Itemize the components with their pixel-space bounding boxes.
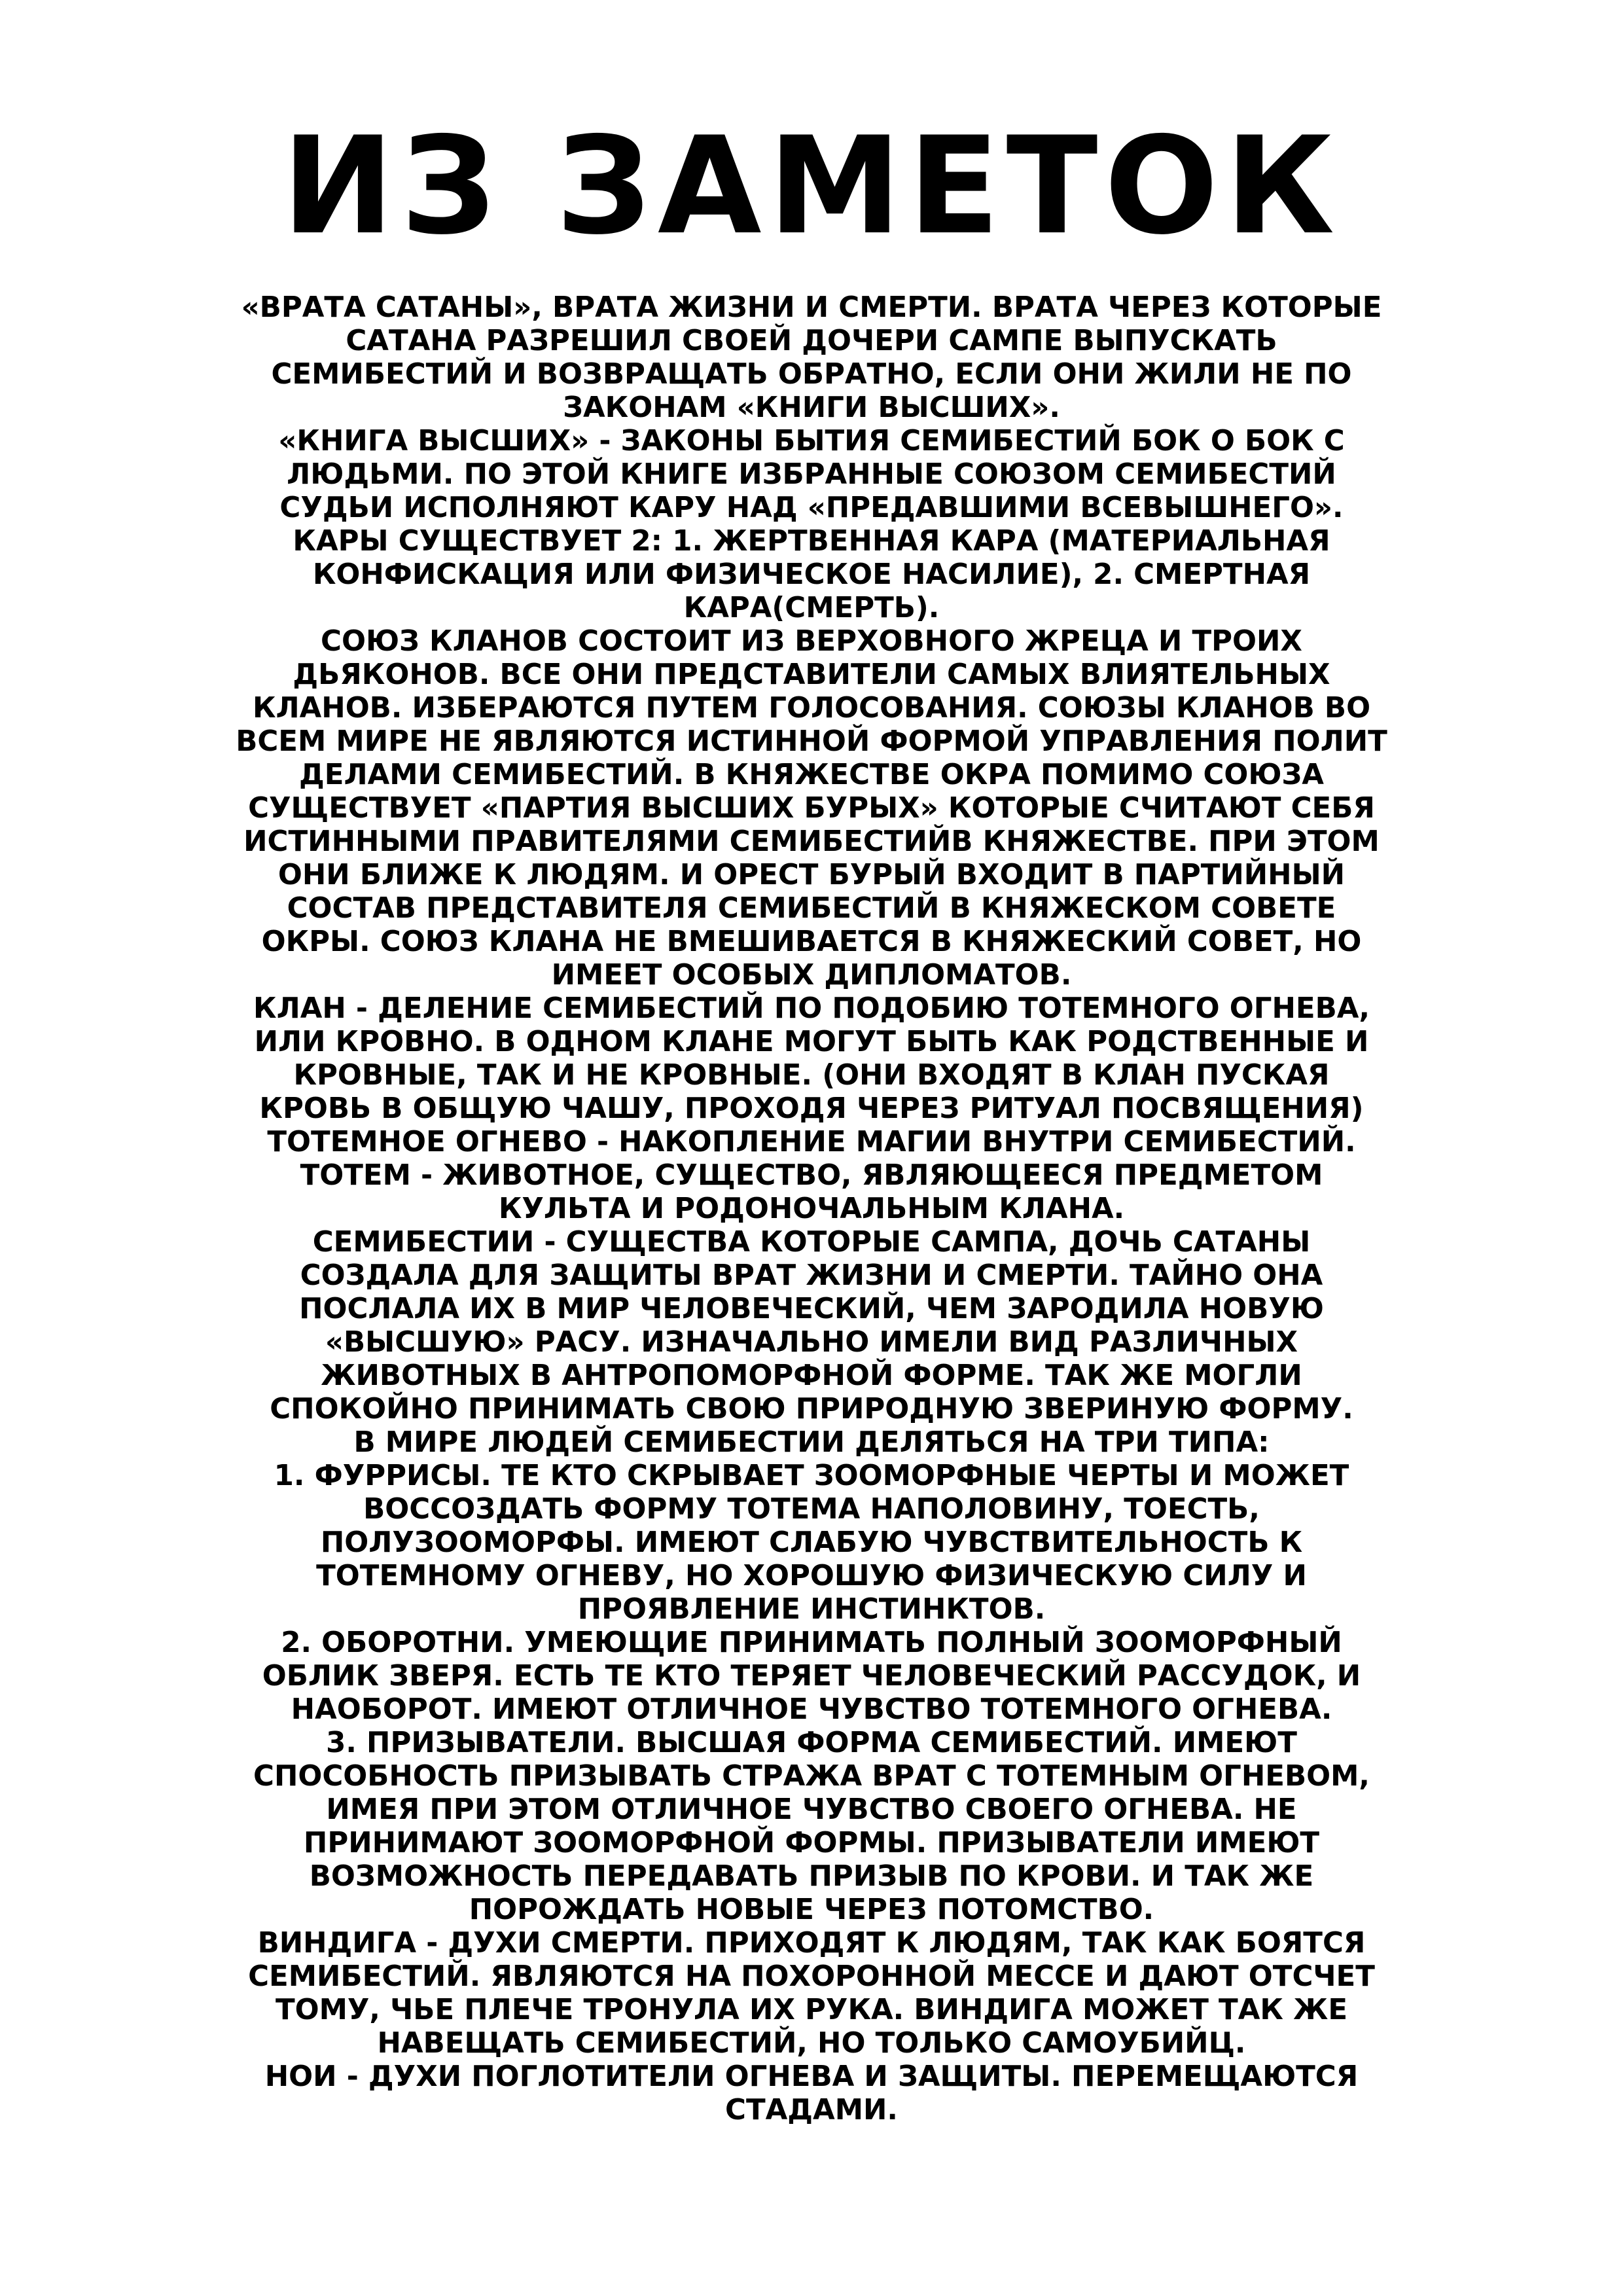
paragraph-totem-fire: ТОТЕМНОЕ ОГНЕВО - НАКОПЛЕНИЕ МАГИИ ВНУТРИ СЕМИБЕСТИЙ. [267, 1126, 1356, 1158]
notes-body [236, 291, 1387, 2127]
paragraph-three-types: В МИРЕ ЛЮДЕЙ СЕМИБЕСТИИ ДЕЛЯТЬСЯ НА ТРИ ТИПА: [353, 1426, 1270, 1459]
paragraph-type-furries: 1. ФУРРИСЫ. ТЕ КТО СКРЫВАЕТ ЗООМОРФНЫЕ ЧЕРТЫ И МОЖЕТ ВОССОЗДАТЬ ФОРМУ ТОТЕМА НАПОЛОВИНУ, ТОЕСТЬ, ПОЛУЗООМОРФЫ. ИМЕЮТ СЛАБУЮ ЧУВСТВИТЕЛЬНОСТЬ К ТОТЕМНОМУ ОГНЕВУ, НО ХОРОШУЮ ФИЗИЧЕСКУЮ СИЛУ И ПРОЯВЛЕНИЕ ИНСТИНКТОВ. [274, 1460, 1349, 1626]
paragraph-book-of-higher: «КНИГА ВЫСШИХ» - ЗАКОНЫ БЫТИЯ СЕМИБЕСТИЙ БОК О БОК С ЛЮДЬМИ. ПО ЭТОЙ КНИГЕ ИЗБРАННЫЕ СОЮЗОМ СЕМИБЕСТИЙ СУДЬИ ИСПОЛНЯЮТ КАРУ НАД «ПРЕДАВШИМИ ВСЕВЫШНЕГО». КАРЫ СУЩЕСТВУЕТ 2: 1. ЖЕРТВЕННАЯ КАРА (МАТЕРИАЛЬНАЯ КОНФИСКАЦИЯ ИЛИ ФИЗИЧЕСКОЕ НАСИЛИЕ), 2. СМЕРТНАЯ КАРА(СМЕРТЬ). [278, 425, 1345, 624]
paragraph-clan: КЛАН - ДЕЛЕНИЕ СЕМИБЕСТИЙ ПО ПОДОБИЮ ТОТЕМНОГО ОГНЕВА, ИЛИ КРОВНО. В ОДНОМ КЛАНЕ МОГУТ БЫТЬ КАК РОДСТВЕННЫЕ И КРОВНЫЕ, ТАК И НЕ КРОВНЫЕ. (ОНИ ВХОДЯТ В КЛАН ПУСКАЯ КРОВЬ В ОБЩУЮ ЧАШУ, ПРОХОДЯ ЧЕРЕЗ РИТУАЛ ПОСВЯЩЕНИЯ) [253, 992, 1370, 1125]
paragraph-semibesties: СЕМИБЕСТИИ - СУЩЕСТВА КОТОРЫЕ САМПА, ДОЧЬ САТАНЫ СОЗДАЛА ДЛЯ ЗАЩИТЫ ВРАТ ЖИЗНИ И СМЕРТИ. ТАЙНО ОНА ПОСЛАЛА ИХ В МИР ЧЕЛОВЕЧЕСКИЙ, ЧЕМ ЗАРОДИЛА НОВУЮ «ВЫСШУЮ» РАСУ. ИЗНАЧАЛЬНО ИМЕЛИ ВИД РАЗЛИЧНЫХ ЖИВОТНЫХ В АНТРОПОМОРФНОЙ ФОРМЕ. ТАК ЖЕ МОГЛИ СПОКОЙНО ПРИНИМАТЬ СВОЮ ПРИРОДНУЮ ЗВЕРИНУЮ ФОРМУ. [270, 1226, 1353, 1426]
paragraph-satan-gates: «ВРАТА САТАНЫ», ВРАТА ЖИЗНИ И СМЕРТИ. ВРАТА ЧЕРЕЗ КОТОРЫЕ САТАНА РАЗРЕШИЛ СВОЕЙ ДОЧЕРИ САМПЕ ВЫПУСКАТЬ СЕМИБЕСТИЙ И ВОЗВРАЩАТЬ ОБРАТНО, ЕСЛИ ОНИ ЖИЛИ НЕ ПО ЗАКОНАМ «КНИГИ ВЫСШИХ». [241, 291, 1382, 424]
paragraph-clan-union: СОЮЗ КЛАНОВ СОСТОИТ ИЗ ВЕРХОВНОГО ЖРЕЦА И ТРОИХ ДЬЯКОНОВ. ВСЕ ОНИ ПРЕДСТАВИТЕЛИ САМЫХ ВЛИЯТЕЛЬНЫХ КЛАНОВ. ИЗБЕРАЮТСЯ ПУТЕМ ГОЛОСОВАНИЯ. СОЮЗЫ КЛАНОВ ВО ВСЕМ МИРЕ НЕ ЯВЛЯЮТСЯ ИСТИННОЙ ФОРМОЙ УПРАВЛЕНИЯ ПОЛИТ ДЕЛАМИ СЕМИБЕСТИЙ. В КНЯЖЕСТВЕ ОКРА ПОМИМО СОЮЗА СУЩЕСТВУЕТ «ПАРТИЯ ВЫСШИХ БУРЫХ» КОТОРЫЕ СЧИТАЮТ СЕБЯ ИСТИННЫМИ ПРАВИТЕЛЯМИ СЕМИБЕСТИЙВ КНЯЖЕСТВЕ. ПРИ ЭТОМ ОНИ БЛИЖЕ К ЛЮДЯМ. И ОРЕСТ БУРЫЙ ВХОДИТ В ПАРТИЙНЫЙ СОСТАВ ПРЕДСТАВИТЕЛЯ СЕМИБЕСТИЙ В КНЯЖЕСКОМ СОВЕТЕ ОКРЫ. СОЮЗ КЛАНА НЕ ВМЕШИВАЕТСЯ В КНЯЖЕСКИЙ СОВЕТ, НО ИМЕЕТ ОСОБЫХ ДИПЛОМАТОВ. [236, 625, 1387, 992]
paragraph-type-werewolves: 2. ОБОРОТНИ. УМЕЮЩИЕ ПРИНИМАТЬ ПОЛНЫЙ ЗООМОРФНЫЙ ОБЛИК ЗВЕРЯ. ЕСТЬ ТЕ КТО ТЕРЯЕТ ЧЕЛОВЕЧЕСКИЙ РАССУДОК, И НАОБОРОТ. ИМЕЮТ ОТЛИЧНОЕ ЧУВСТВО ТОТЕМНОГО ОГНЕВА. [262, 1626, 1361, 1726]
page-title: ИЗ ЗАМЕТОК [281, 109, 1342, 264]
paragraph-noi: НОИ - ДУХИ ПОГЛОТИТЕЛИ ОГНЕВА И ЗАЩИТЫ. ПЕРЕМЕЩАЮТСЯ СТАДАМИ. [264, 2060, 1359, 2126]
paragraph-totem: ТОТЕМ - ЖИВОТНОЕ, СУЩЕСТВО, ЯВЛЯЮЩЕЕСЯ ПРЕДМЕТОМ КУЛЬТА И РОДОНОЧАЛЬНЫМ КЛАНА. [300, 1159, 1323, 1225]
paragraph-type-summoners: 3. ПРИЗЫВАТЕЛИ. ВЫСШАЯ ФОРМА СЕМИБЕСТИЙ. ИМЕЮТ СПОСОБНОСТЬ ПРИЗЫВАТЬ СТРАЖА ВРАТ С ТОТЕМНЫМ ОГНЕВОМ, ИМЕЯ ПРИ ЭТОМ ОТЛИЧНОЕ ЧУВСТВО СВОЕГО ОГНЕВА. НЕ ПРИНИМАЮТ ЗООМОРФНОЙ ФОРМЫ. ПРИЗЫВАТЕЛИ ИМЕЮТ ВОЗМОЖНОСТЬ ПЕРЕДАВАТЬ ПРИЗЫВ ПО КРОВИ. И ТАК ЖЕ ПОРОЖДАТЬ НОВЫЕ ЧЕРЕЗ ПОТОМСТВО. [253, 1727, 1370, 1926]
paragraph-windiga: ВИНДИГА - ДУХИ СМЕРТИ. ПРИХОДЯТ К ЛЮДЯМ, ТАК КАК БОЯТСЯ СЕМИБЕСТИЙ. ЯВЛЯЮТСЯ НА ПОХОРОННОЙ МЕССЕ И ДАЮТ ОТСЧЕТ ТОМУ, ЧЬЕ ПЛЕЧЕ ТРОНУЛА ИХ РУКА. ВИНДИГА МОЖЕТ ТАК ЖЕ НАВЕЩАТЬ СЕМИБЕСТИЙ, НО ТОЛЬКО САМОУБИЙЦ. [248, 1927, 1375, 2060]
